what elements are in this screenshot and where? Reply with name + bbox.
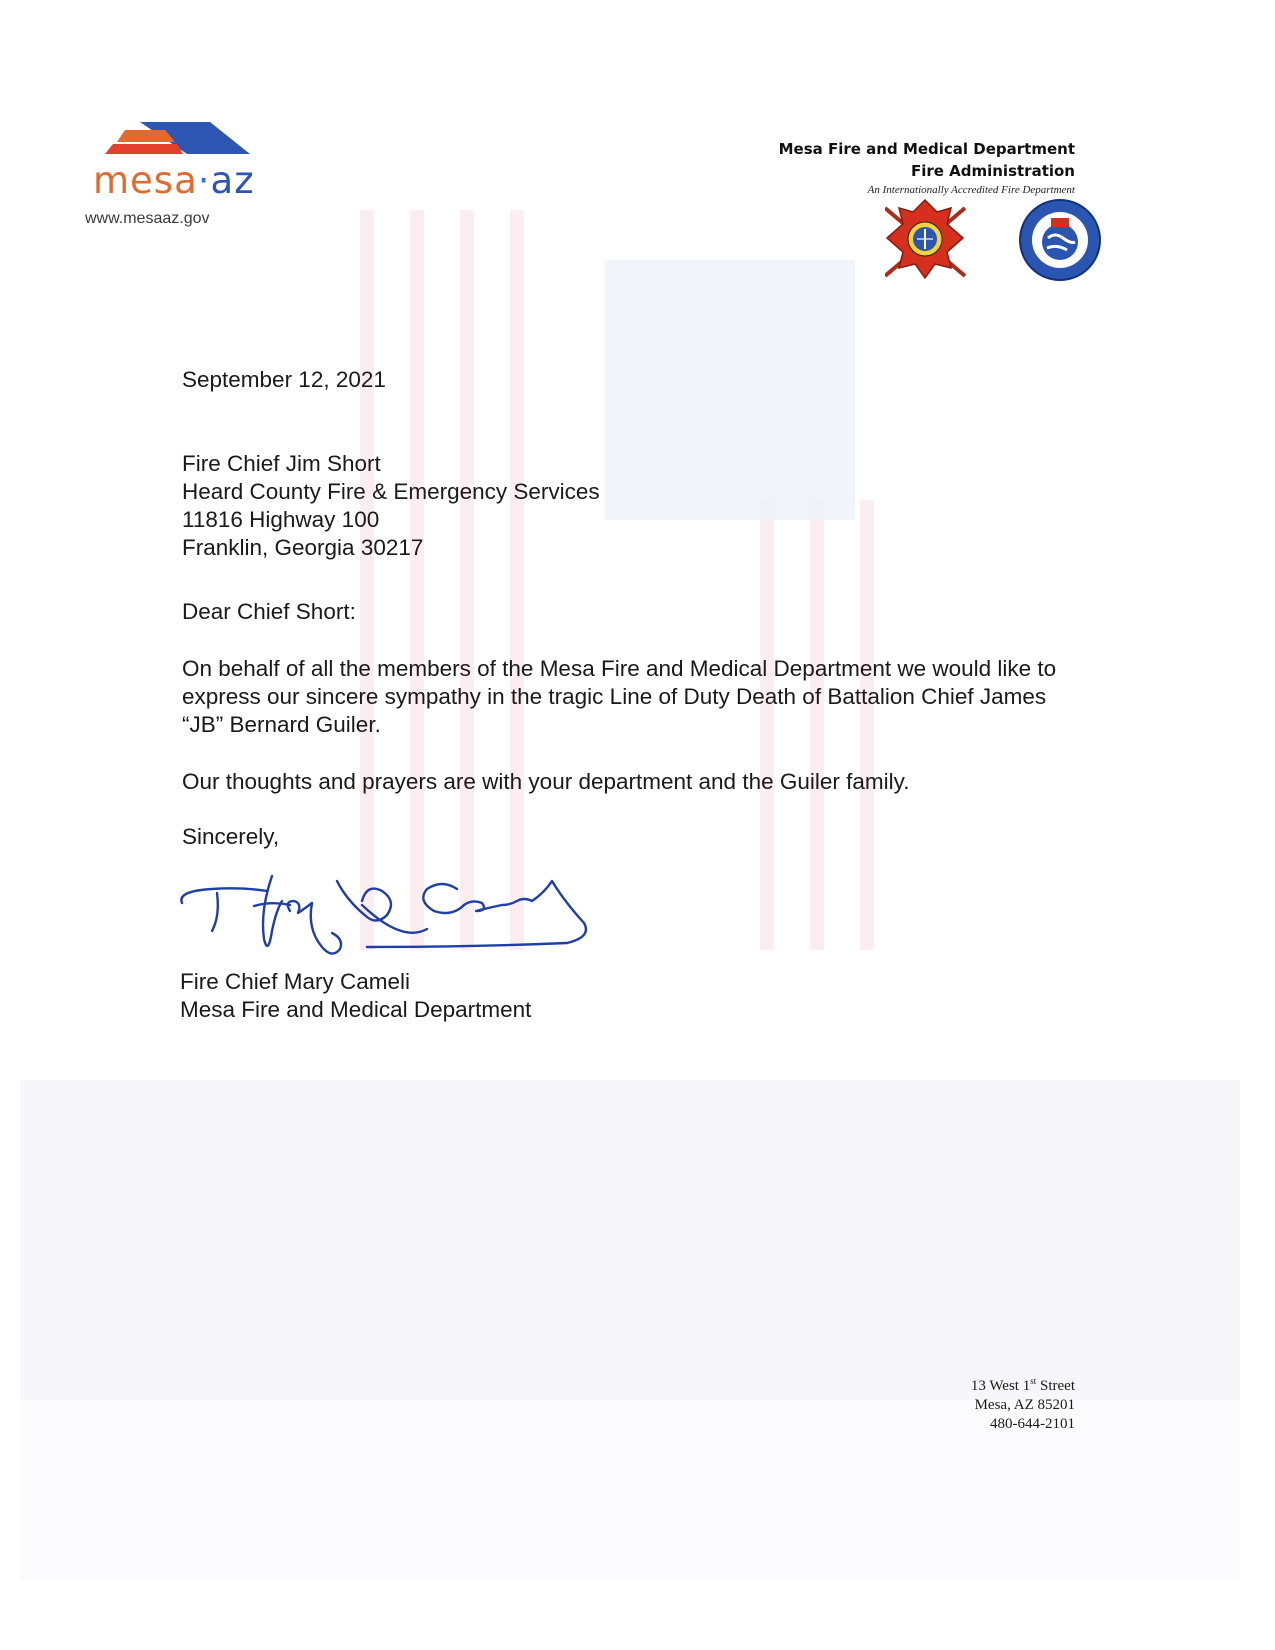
division-name: Fire Administration [910,162,1075,180]
department-badges [885,198,1110,283]
mesa-mountain-logo-icon [95,122,250,160]
mesa-fire-emblem-icon [885,200,965,278]
footer-city: Mesa, AZ 85201 [974,1397,1075,1413]
closing: Sincerely, [182,824,280,849]
signer-organization: Mesa Fire and Medical Department [180,997,532,1022]
recipient-address [182,450,600,562]
logo-wordmark [93,158,255,204]
recipient-name: Fire Chief Jim Short [182,451,381,476]
logo-dot: · [197,159,211,202]
recipient-street: 11816 Highway 100 [182,507,380,532]
mesa-az-logo [85,122,265,232]
signer-name: Fire Chief Mary Cameli [180,969,411,994]
body-paragraph-2: Our thoughts and prayers are with your department and the Guiler family. [182,769,910,794]
department-tagline: An Internationally Accredited Fire Department [867,184,1075,196]
logo-word-mesa: mesa [93,159,198,202]
footer-address [971,1372,1075,1434]
website-link[interactable]: www.mesaaz.gov [85,210,210,227]
cfai-accreditation-seal-icon [1020,200,1100,280]
recipient-city-state-zip: Franklin, Georgia 30217 [182,535,424,560]
logo-word-az: az [210,159,255,202]
handwritten-signature [172,871,612,981]
department-name: Mesa Fire and Medical Department [778,140,1075,158]
department-header [655,138,1075,198]
body-paragraph-1: On behalf of all the members of the Mesa Fire and Medical Department we would like to express our sincere sympathy in the tragic Line of Duty Death of Battalion Chief James “JB” Bernard Guiler. [182,656,1057,737]
salutation: Dear Chief Short: [182,599,356,624]
letter-date: September 12, 2021 [182,367,386,392]
footer-phone: 480-644-2101 [990,1416,1075,1432]
footer-street [971,1372,1075,1396]
footer-street-ordinal: st [1030,1376,1037,1386]
signer-block [180,968,531,1024]
recipient-organization: Heard County Fire & Emergency Services [182,479,600,504]
footer-street-suffix: Street [1036,1378,1075,1394]
footer-street-prefix: 13 West 1 [970,1378,1031,1394]
